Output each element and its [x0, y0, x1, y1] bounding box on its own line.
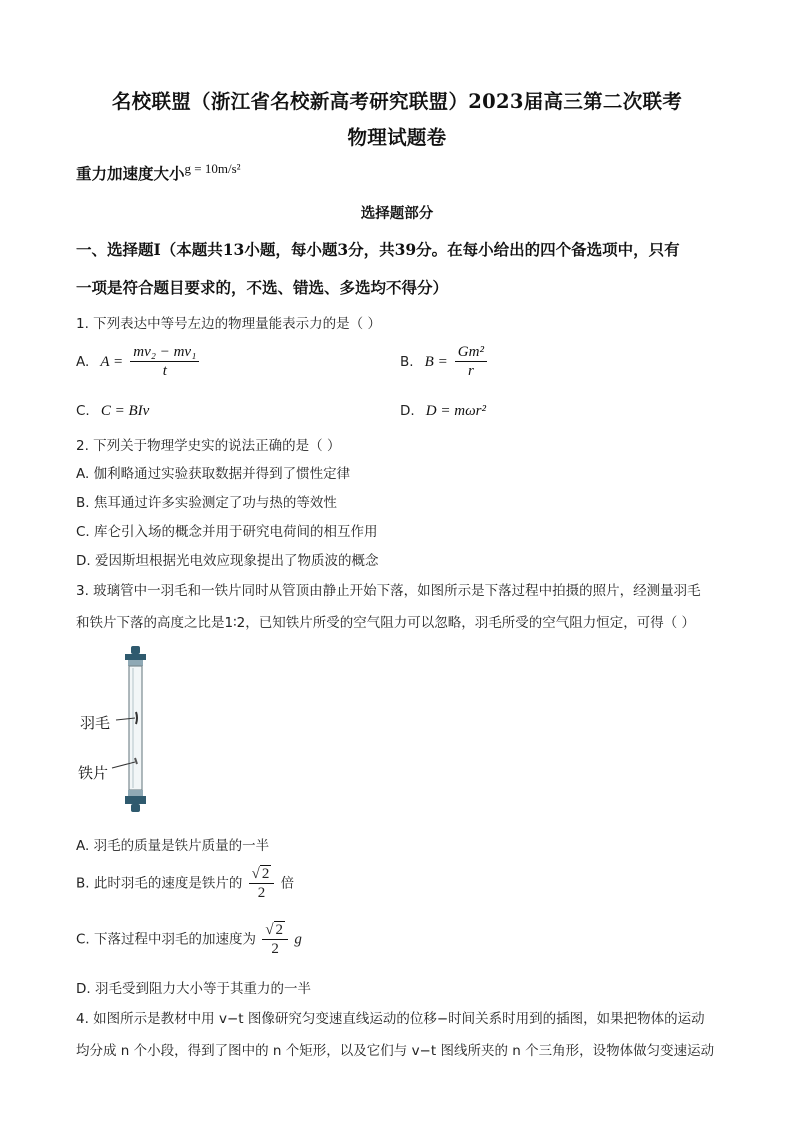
gravity-statement: [76, 162, 241, 184]
q1-a-fraction: [130, 344, 199, 379]
q4-stem-line2: 均分成 n 个小段，得到了图中的 n 个矩形，以及它们与 v−t 图线所夹的 n 个三角形，设物体做匀变速运动: [76, 1043, 715, 1059]
q3-b-text-pre: B. 此时羽毛的速度是铁片的: [76, 875, 243, 892]
q1-b-label: B.: [400, 354, 414, 370]
q2-option-c: C. 库仑引入场的概念并用于研究电荷间的相互作用: [76, 524, 378, 540]
tube-bottom-valve: [131, 804, 140, 812]
q1-a-denominator: t: [162, 363, 167, 379]
q1-c-label: C.: [76, 403, 90, 419]
q3-c-fraction: [262, 922, 288, 957]
instructions-line2: 一项是符合题目要求的，不选、错选、多选均不得分）: [76, 278, 449, 297]
q1-option-b: [400, 344, 489, 379]
q3-b-fraction: [249, 866, 275, 901]
exam-title-line2: 物理试题卷: [347, 126, 447, 149]
q1-option-d: [400, 400, 486, 420]
tube-top-collar: [128, 660, 143, 666]
label-iron: 铁片: [78, 764, 109, 782]
q1-c-expression: C = BIv: [100, 403, 150, 419]
tube-body: [129, 666, 142, 790]
q2-option-a: A. 伽利略通过实验获取数据并得到了惯性定律: [76, 466, 351, 482]
q2-stem: 2. 下列关于物理学史实的说法正确的是（ ）: [76, 438, 341, 454]
tube-top-cap: [125, 654, 146, 660]
gravity-label: 重力加速度大小: [76, 164, 185, 183]
q3-c-denominator: 2: [271, 941, 279, 957]
q1-stem: 1. 下列表达中等号左边的物理量能表示力的是（ ）: [76, 316, 381, 332]
q3-stem-line2: 和铁片下落的高度之比是1∶2，已知铁片所受的空气阻力可以忽略，羽毛所受的空气阻力恒定，可得（ ）: [76, 615, 695, 631]
q3-b-denominator: 2: [257, 885, 266, 901]
q1-option-c: [76, 400, 149, 420]
tube-bottom-collar: [128, 790, 143, 796]
section-heading: 选择题部分: [360, 205, 434, 222]
q2-option-d: D. 爱因斯坦根据光电效应现象提出了物质波的概念: [76, 553, 379, 569]
gravity-value: g = 10m/s²: [184, 161, 241, 176]
instructions-line1: 一、选择题Ⅰ（本题共13小题，每小题3分，共39分。在每小给出的四个备选项中，只有: [76, 240, 680, 259]
q1-option-a: [76, 344, 201, 379]
q1-b-denominator: r: [467, 363, 474, 379]
q3-c-text-post: g: [294, 931, 302, 948]
q3-option-a: A. 羽毛的质量是铁片质量的一半: [76, 838, 270, 854]
q3-b-text-post: 倍: [280, 875, 295, 892]
q1-d-expression: D = mωr²: [425, 403, 486, 419]
q3-option-c: [76, 922, 302, 957]
q3-option-d: D. 羽毛受到阻力大小等于其重力的一半: [76, 981, 311, 997]
q3-c-text-pre: C. 下落过程中羽毛的加速度为: [76, 931, 257, 948]
q3-b-numerator: √ 2: [249, 866, 275, 884]
q1-b-fraction: [455, 344, 487, 379]
tube-top-valve: [131, 646, 140, 654]
q2-option-b: B. 焦耳通过许多实验测定了功与热的等效性: [76, 495, 337, 511]
tube-bottom-cap: [125, 796, 146, 804]
q3-option-b: [76, 866, 294, 901]
exam-title-line1: 名校联盟（浙江省名校新高考研究联盟）2023届高三第二次联考: [111, 90, 683, 113]
label-feather: 羽毛: [80, 714, 111, 732]
feather-icon: [136, 712, 137, 724]
q1-b-lhs: B =: [424, 354, 448, 370]
q1-a-numerator: mv₂ − mv₁: [130, 344, 199, 362]
q3-c-numerator: √ 2: [262, 922, 288, 940]
q1-a-label: A.: [76, 354, 90, 370]
q4-stem-line1: 4. 如图所示是教材中用 v−t 图像研究匀变速直线运动的位移−时间关系时用到的插图，如果把物体的运动: [76, 1011, 705, 1027]
q1-d-label: D.: [400, 403, 415, 419]
q1-b-numerator: Gm²: [455, 344, 487, 362]
q1-a-lhs: A =: [100, 354, 124, 370]
q3-stem-line1: 3. 玻璃管中一羽毛和一铁片同时从管顶由静止开始下落，如图所示是下落过程中拍摄的照片，经测量羽毛: [76, 583, 701, 599]
